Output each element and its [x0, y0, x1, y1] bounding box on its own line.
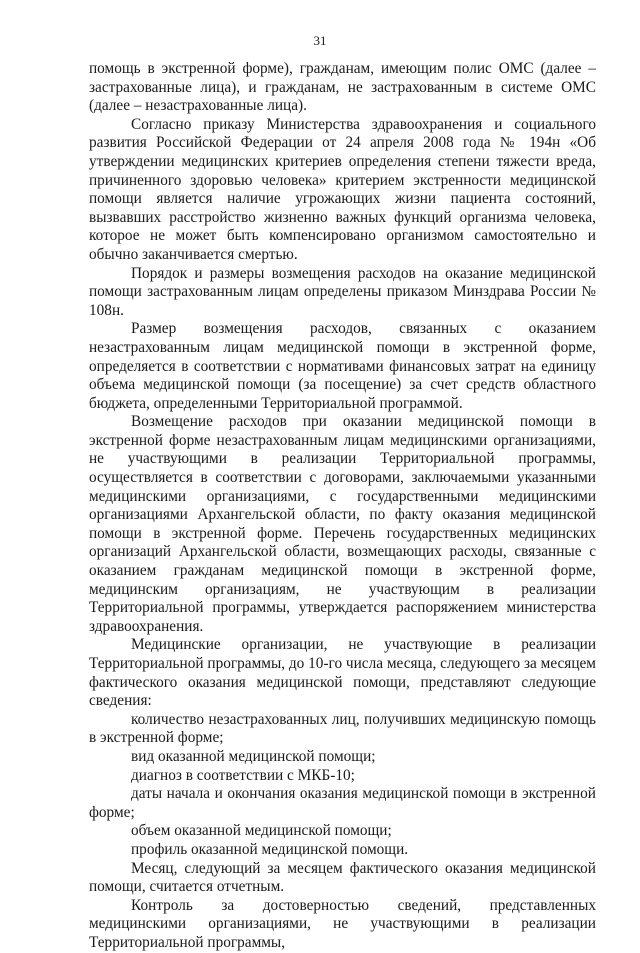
document-body [89, 60, 596, 953]
paragraph-reimbursement-order: Порядок и размеры возмещения расходов на оказание медицинской помощи застрахованным лицам определены приказом Минздрава России № 108н. [89, 264, 596, 319]
paragraph-reimbursement-procedure: Возмещение расходов при оказании медицинской помощи в экстренной форме незастрахованным лицам медицинскими организациями, не участвующими в реализации Территориальной программы, осуществляется в соответствии с договорами, заключаемыми указанными медицинскими организациями, с государственными медицинскими организациями Архангельской области, по факту оказания медицинской помощи в экстренной форме. Перечень государственных медицинских организаций Архангельской области, возмещающих расходы, связанные с оказанием гражданам медицинской помощи в экстренной форме, медицинским организациям, не участвующим в реализации Территориальной программы, утверждается распоряжением министерства здравоохранения. [89, 413, 596, 635]
list-item: даты начала и окончания оказания медицинской помощи в экстренной форме; [89, 785, 596, 821]
list-item: вид оказанной медицинской помощи; [131, 747, 376, 765]
list-item: объем оказанной медицинской помощи; [131, 822, 392, 840]
list-item: количество незастрахованных лиц, получивших медицинскую помощь в экстренной форме; [89, 710, 596, 747]
paragraph-reimbursement-amount: Размер возмещения расходов, связанных с оказанием незастрахованным лицам медицинской помощи в экстренной форме, определяется в соответствии с нормативами финансовых затрат на единицу объема медицинской помощи (за посещение) за счет средств областного бюджета, определенными Территориальной программой. [89, 320, 596, 412]
paragraph-reporting-requirement: Медицинские организации, не участвующие в реализации Территориальной программы, до 10-го числа месяца, следующего за месяцем фактического оказания медицинской помощи, представляют следующие сведения: [89, 636, 596, 710]
paragraph-continuation: помощь в экстренной форме), гражданам, имеющим полис ОМС (далее – застрахованные лица), и гражданам, не застрахованным в системе ОМС (далее – незастрахованные лица). [89, 60, 596, 115]
list-item: диагноз в соответствии с МКБ-10; [131, 766, 355, 784]
paragraph-reporting-month: Месяц, следующий за месяцем фактического оказания медицинской помощи, считается отчетным. [89, 859, 596, 896]
paragraph-control: Контроль за достоверностью сведений, представленных медицинскими организациями, не участвующими в реализации Территориальной программы, [89, 896, 596, 951]
page-number: 31 [313, 33, 327, 48]
paragraph-order-criteria: Согласно приказу Министерства здравоохранения и социального развития Российской Федерации от 24 апреля 2008 года № 194н «Об утверждении медицинских критериев определения степени тяжести вреда, причиненного здоровью человека» критерием экстренности медицинской помощи является наличие угрожающих жизни пациента состояний, вызвавших расстройство жизненно важных функций организма человека, которое не может быть компенсировано организмом самостоятельно и обычно заканчивается смертью. [89, 115, 596, 263]
list-item: профиль оказанной медицинской помощи. [131, 840, 409, 858]
